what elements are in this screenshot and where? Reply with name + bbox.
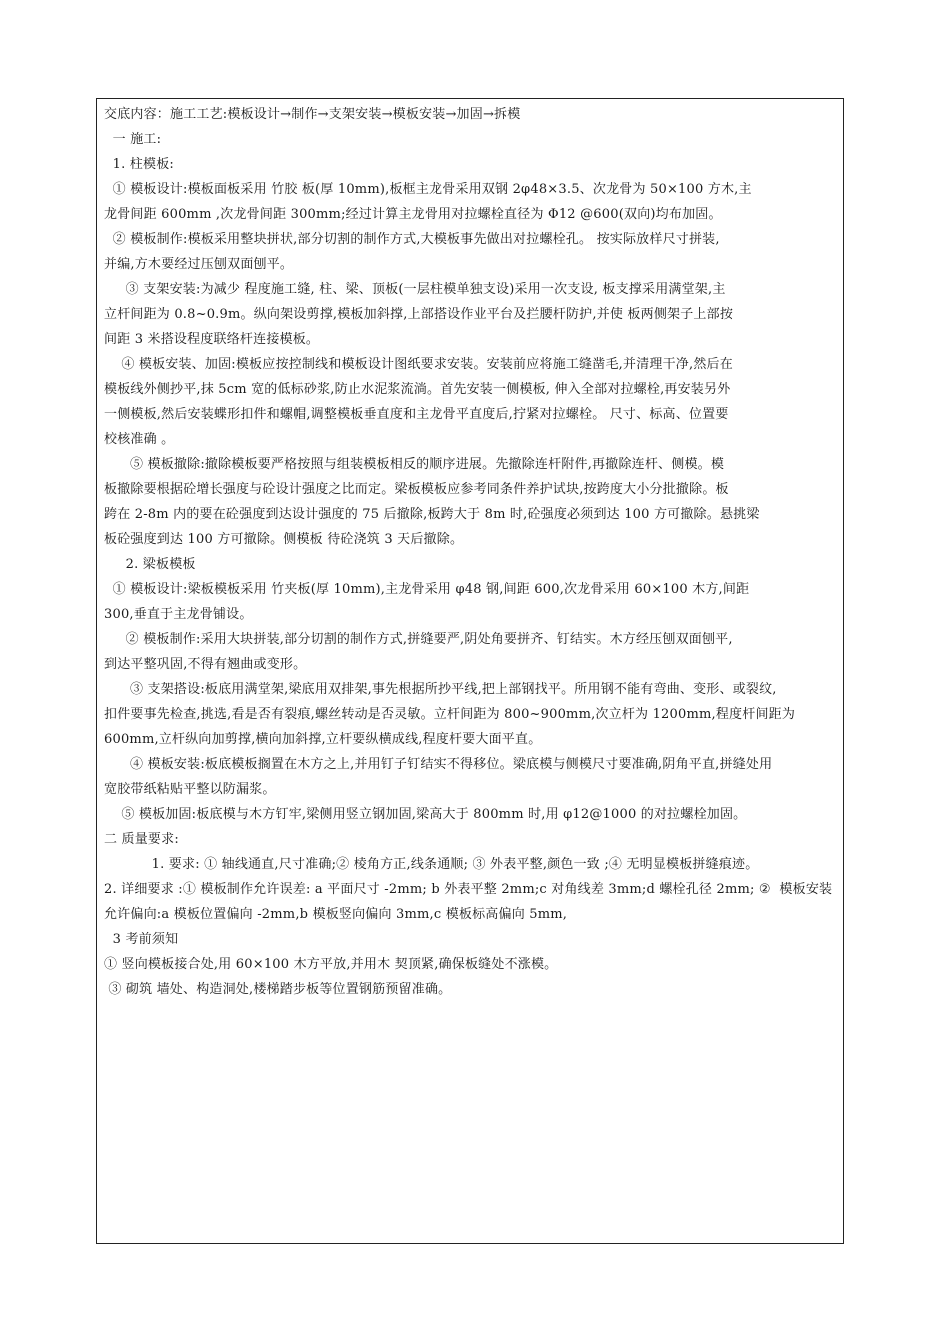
text-line: 板砼强度到达 100 方可撤除。侧模板 待砼浇筑 3 天后撤除。 xyxy=(104,532,464,547)
text-line: ⑤ 模板撤除:撤除模板要严格按照与组装模板相反的顺序进展。先撤除连杆附件,再撤除连杆、侧模。模 xyxy=(104,457,725,472)
text-line: 交底内容：施工工艺:模板设计→制作→支架安装→模板安装→加固→拆模 xyxy=(104,107,521,122)
text-line: 模板线外侧抄平,抹 5cm 宽的低标砂浆,防止水泥浆流淌。首先安装一侧模板, 伸入全部对拉螺栓,再安装另外 xyxy=(104,382,731,397)
document-body xyxy=(104,102,838,1002)
text-line: 1. 要求: ① 轴线通直,尺寸准确;② 棱角方正,线条通顺; ③ 外表平整,颜色一致 ;④ 无明显模板拼缝痕迹。 xyxy=(104,857,759,872)
subsection-heading: 1. 柱模板: xyxy=(104,157,174,172)
text-line: ① 竖向模板接合处,用 60×100 木方平放,并用木 契顶紧,确保板缝处不涨模。 xyxy=(104,957,558,972)
text-line: ① 模板设计:模板面板采用 竹胶 板(厚 10mm),板框主龙骨采用双钢 2φ48×3.5、次龙骨为 50×100 方木,主 xyxy=(104,182,752,197)
text-line: ③ 砌筑 墙处、构造洞处,楼梯踏步板等位置钢筋预留准确。 xyxy=(104,982,452,997)
text-line: 校核准确 。 xyxy=(104,432,175,447)
section-heading: 二 质量要求: xyxy=(104,832,179,847)
text-line: ④ 模板安装:板底模板搁置在木方之上,并用钉子钉结实不得移位。梁底模与侧模尺寸要准确,阴角平直,拼缝处用 xyxy=(104,757,773,772)
section-heading: 一 施工: xyxy=(104,132,162,147)
text-line: 扣件要事先检查,挑选,看是否有裂痕,螺丝转动是否灵敏。立杆间距为 800~900mm,次立杆为 1200mm,程度杆间距为 xyxy=(104,707,796,722)
text-line: 2. 详细要求 :① 模板制作允许误差: a 平面尺寸 -2mm; b 外表平整 2mm;c 对角线差 3mm;d 螺栓孔径 2mm; ② 模板安装 xyxy=(104,882,833,897)
text-line: 300,垂直于主龙骨铺设。 xyxy=(104,607,253,622)
text-line: ④ 模板安装、加固:模板应按控制线和模板设计图纸要求安装。安装前应将施工缝凿毛,并清理干净,然后在 xyxy=(104,357,733,372)
text-line: ③ 支架安装:为减少 程度施工缝, 柱、梁、顶板(一层柱模单独支设)采用一次支设, 板支撑采用满堂架,主 xyxy=(104,282,726,297)
text-line: 间距 3 米搭设程度联络杆连接模板。 xyxy=(104,332,320,347)
text-line: 一侧模板,然后安装蝶形扣件和螺帽,调整模板垂直度和主龙骨平直度后,拧紧对拉螺栓。 尺寸、标高、位置要 xyxy=(104,407,729,422)
text-line: ② 模板制作:模板采用整块拼状,部分切割的制作方式,大模板事先做出对拉螺栓孔。 按实际放样尺寸拼装, xyxy=(104,232,720,247)
text-line: 板撤除要根据砼增长强度与砼设计强度之比而定。梁板模板应参考同条件养护试块,按跨度大小分批撤除。板 xyxy=(104,482,729,497)
text-line: ⑤ 模板加固:板底模与木方钉牢,梁侧用竖立钢加固,梁高大于 800mm 时,用 φ12@1000 的对拉螺栓加固。 xyxy=(104,807,747,822)
text-line: 到达平整巩固,不得有翘曲或变形。 xyxy=(104,657,307,672)
text-line: ③ 支架搭设:板底用满堂架,梁底用双排架,事先根据所抄平线,把上部钢找平。所用钢不能有弯曲、变形、或裂纹, xyxy=(104,682,777,697)
subsection-heading: 2. 梁板模板 xyxy=(104,557,196,572)
text-line: 跨在 2-8m 内的要在砼强度到达设计强度的 75 后撤除,板跨大于 8m 时,砼强度必须到达 100 方可撤除。悬挑梁 xyxy=(104,507,760,522)
text-line: 立杆间距为 0.8~0.9m。纵向架设剪撑,模板加斜撑,上部搭设作业平台及拦腰杆防护,并使 板两侧架子上部按 xyxy=(104,307,734,322)
text-line: ② 模板制作:采用大块拼装,部分切割的制作方式,拼缝要严,阴处角要拼齐、钉结实。木方经压刨双面刨平, xyxy=(104,632,733,647)
subsection-heading: 3 考前须知 xyxy=(104,932,179,947)
text-line: 允许偏向:a 模板位置偏向 -2mm,b 模板竖向偏向 3mm,c 模板标高偏向 5mm, xyxy=(104,907,568,922)
text-line: 600mm,立杆纵向加剪撑,横向加斜撑,立杆要纵横成线,程度杆要大面平直。 xyxy=(104,732,542,747)
text-line: 龙骨间距 600mm ,次龙骨间距 300mm;经过计算主龙骨用对拉螺栓直径为 Φ12 @600(双向)均布加固。 xyxy=(104,207,722,222)
text-line: 并编,方木要经过压刨双面刨平。 xyxy=(104,257,294,272)
text-line: 宽胶带纸粘贴平整以防漏浆。 xyxy=(104,782,276,797)
text-line: ① 模板设计:梁板模板采用 竹夹板(厚 10mm),主龙骨采用 φ48 钢,间距 600,次龙骨采用 60×100 木方,间距 xyxy=(104,582,750,597)
